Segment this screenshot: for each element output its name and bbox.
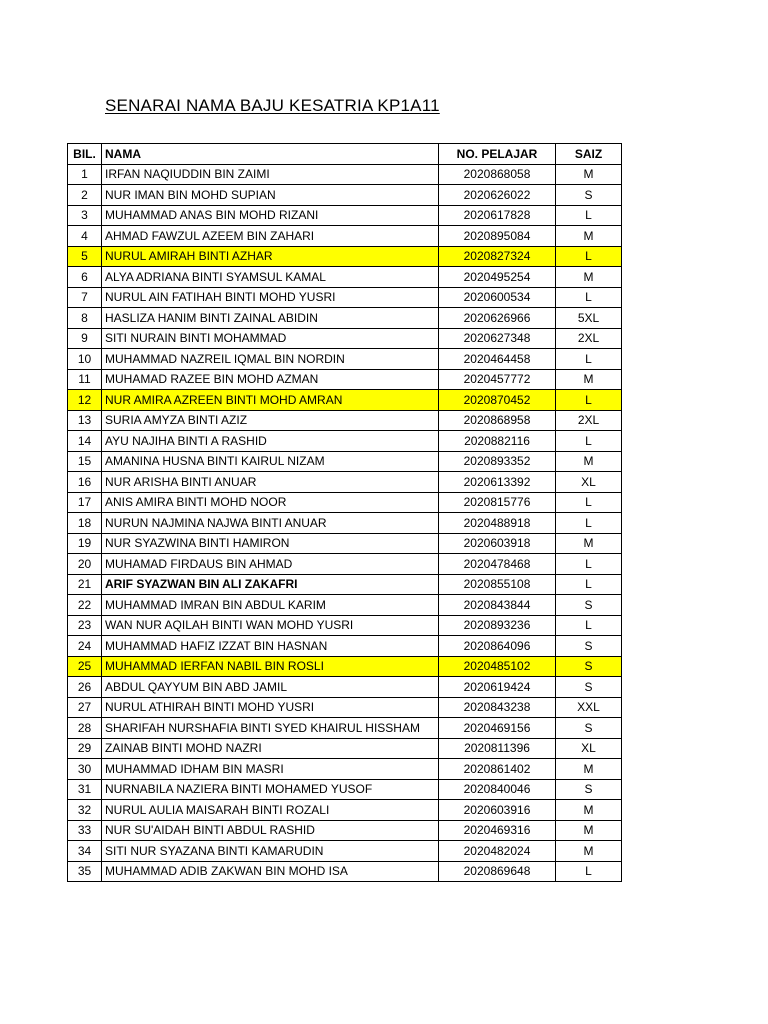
cell-saiz: S <box>556 779 622 800</box>
cell-nama: MUHAMMAD IMRAN BIN ABDUL KARIM <box>102 595 439 616</box>
cell-bil: 16 <box>68 472 102 493</box>
cell-no-pelajar: 2020485102 <box>439 656 556 677</box>
cell-saiz: 5XL <box>556 308 622 329</box>
cell-no-pelajar: 2020457772 <box>439 369 556 390</box>
cell-nama: NUR IMAN BIN MOHD SUPIAN <box>102 185 439 206</box>
table-row <box>68 287 622 308</box>
cell-no-pelajar: 2020603916 <box>439 800 556 821</box>
table-row <box>68 677 622 698</box>
cell-saiz: M <box>556 841 622 862</box>
cell-saiz: L <box>556 287 622 308</box>
cell-nama: AYU NAJIHA BINTI A RASHID <box>102 431 439 452</box>
cell-bil: 24 <box>68 636 102 657</box>
cell-bil: 17 <box>68 492 102 513</box>
cell-saiz: M <box>556 267 622 288</box>
cell-bil: 1 <box>68 164 102 185</box>
cell-saiz: S <box>556 595 622 616</box>
table-row <box>68 369 622 390</box>
cell-no-pelajar: 2020870452 <box>439 390 556 411</box>
cell-saiz: S <box>556 677 622 698</box>
cell-bil: 10 <box>68 349 102 370</box>
table-row <box>68 554 622 575</box>
cell-bil: 4 <box>68 226 102 247</box>
table-row <box>68 349 622 370</box>
cell-no-pelajar: 2020861402 <box>439 759 556 780</box>
cell-nama: NURNABILA NAZIERA BINTI MOHAMED YUSOF <box>102 779 439 800</box>
cell-bil: 14 <box>68 431 102 452</box>
cell-bil: 12 <box>68 390 102 411</box>
table-row <box>68 636 622 657</box>
cell-saiz: M <box>556 226 622 247</box>
table-row <box>68 718 622 739</box>
cell-bil: 21 <box>68 574 102 595</box>
table-row <box>68 779 622 800</box>
cell-no-pelajar: 2020617828 <box>439 205 556 226</box>
table-row <box>68 390 622 411</box>
cell-saiz: L <box>556 205 622 226</box>
cell-saiz: XL <box>556 472 622 493</box>
cell-bil: 25 <box>68 656 102 677</box>
cell-nama: AHMAD FAWZUL AZEEM BIN ZAHARI <box>102 226 439 247</box>
cell-bil: 27 <box>68 697 102 718</box>
table-row <box>68 574 622 595</box>
table-row <box>68 800 622 821</box>
cell-saiz: M <box>556 369 622 390</box>
cell-no-pelajar: 2020600534 <box>439 287 556 308</box>
cell-no-pelajar: 2020864096 <box>439 636 556 657</box>
cell-bil: 31 <box>68 779 102 800</box>
cell-bil: 11 <box>68 369 102 390</box>
cell-nama: NURUN NAJMINA NAJWA BINTI ANUAR <box>102 513 439 534</box>
cell-bil: 6 <box>68 267 102 288</box>
cell-saiz: S <box>556 718 622 739</box>
cell-nama: MUHAMMAD HAFIZ IZZAT BIN HASNAN <box>102 636 439 657</box>
header-saiz: SAIZ <box>556 144 622 165</box>
cell-nama: NUR ARISHA BINTI ANUAR <box>102 472 439 493</box>
table-row <box>68 513 622 534</box>
cell-saiz: S <box>556 636 622 657</box>
cell-nama: NURUL AULIA MAISARAH BINTI ROZALI <box>102 800 439 821</box>
cell-bil: 20 <box>68 554 102 575</box>
cell-saiz: XL <box>556 738 622 759</box>
header-bil: BIL. <box>68 144 102 165</box>
cell-nama: MUHAMMAD IERFAN NABIL BIN ROSLI <box>102 656 439 677</box>
cell-bil: 15 <box>68 451 102 472</box>
cell-nama: NUR SU'AIDAH BINTI ABDUL RASHID <box>102 820 439 841</box>
cell-saiz: L <box>556 431 622 452</box>
cell-nama: SITI NURAIN BINTI MOHAMMAD <box>102 328 439 349</box>
cell-no-pelajar: 2020811396 <box>439 738 556 759</box>
cell-nama: ALYA ADRIANA BINTI SYAMSUL KAMAL <box>102 267 439 288</box>
table-row <box>68 820 622 841</box>
cell-bil: 9 <box>68 328 102 349</box>
cell-nama: ZAINAB BINTI MOHD NAZRI <box>102 738 439 759</box>
cell-no-pelajar: 2020882116 <box>439 431 556 452</box>
cell-no-pelajar: 2020815776 <box>439 492 556 513</box>
table-row <box>68 328 622 349</box>
cell-nama: HASLIZA HANIM BINTI ZAINAL ABIDIN <box>102 308 439 329</box>
cell-no-pelajar: 2020626022 <box>439 185 556 206</box>
cell-saiz: L <box>556 492 622 513</box>
student-table <box>67 143 622 882</box>
cell-bil: 30 <box>68 759 102 780</box>
cell-saiz: L <box>556 615 622 636</box>
table-row <box>68 246 622 267</box>
cell-nama: ANIS AMIRA BINTI MOHD NOOR <box>102 492 439 513</box>
page-title: SENARAI NAMA BAJU KESATRIA KP1A11 <box>105 96 440 115</box>
table-row <box>68 472 622 493</box>
cell-saiz: L <box>556 513 622 534</box>
cell-nama: ARIF SYAZWAN BIN ALI ZAKAFRI <box>102 574 439 595</box>
cell-no-pelajar: 2020626966 <box>439 308 556 329</box>
cell-bil: 8 <box>68 308 102 329</box>
cell-no-pelajar: 2020603918 <box>439 533 556 554</box>
table-body <box>68 164 622 882</box>
cell-saiz: L <box>556 861 622 882</box>
cell-nama: MUHAMMAD NAZREIL IQMAL BIN NORDIN <box>102 349 439 370</box>
cell-no-pelajar: 2020469156 <box>439 718 556 739</box>
cell-no-pelajar: 2020869648 <box>439 861 556 882</box>
cell-bil: 5 <box>68 246 102 267</box>
cell-no-pelajar: 2020613392 <box>439 472 556 493</box>
cell-nama: AMANINA HUSNA BINTI KAIRUL NIZAM <box>102 451 439 472</box>
cell-saiz: L <box>556 574 622 595</box>
cell-no-pelajar: 2020893236 <box>439 615 556 636</box>
table-row <box>68 615 622 636</box>
cell-saiz: M <box>556 759 622 780</box>
cell-bil: 33 <box>68 820 102 841</box>
cell-bil: 35 <box>68 861 102 882</box>
cell-saiz: 2XL <box>556 410 622 431</box>
cell-nama: SURIA AMYZA BINTI AZIZ <box>102 410 439 431</box>
cell-nama: NUR AMIRA AZREEN BINTI MOHD AMRAN <box>102 390 439 411</box>
cell-no-pelajar: 2020895084 <box>439 226 556 247</box>
cell-no-pelajar: 2020827324 <box>439 246 556 267</box>
cell-no-pelajar: 2020840046 <box>439 779 556 800</box>
cell-saiz: M <box>556 820 622 841</box>
cell-bil: 22 <box>68 595 102 616</box>
cell-nama: ABDUL QAYYUM BIN ABD JAMIL <box>102 677 439 698</box>
table-row <box>68 205 622 226</box>
table-row <box>68 759 622 780</box>
table-row <box>68 451 622 472</box>
cell-saiz: M <box>556 451 622 472</box>
cell-nama: MUHAMAD RAZEE BIN MOHD AZMAN <box>102 369 439 390</box>
cell-bil: 2 <box>68 185 102 206</box>
table-row <box>68 164 622 185</box>
cell-saiz: S <box>556 185 622 206</box>
table-row <box>68 185 622 206</box>
cell-bil: 23 <box>68 615 102 636</box>
cell-nama: NURUL AMIRAH BINTI AZHAR <box>102 246 439 267</box>
header-no-pelajar: NO. PELAJAR <box>439 144 556 165</box>
cell-nama: WAN NUR AQILAH BINTI WAN MOHD YUSRI <box>102 615 439 636</box>
table-row <box>68 492 622 513</box>
cell-nama: NURUL AIN FATIHAH BINTI MOHD YUSRI <box>102 287 439 308</box>
table-row <box>68 841 622 862</box>
cell-saiz: S <box>556 656 622 677</box>
table-row <box>68 267 622 288</box>
cell-no-pelajar: 2020482024 <box>439 841 556 862</box>
table-row <box>68 431 622 452</box>
cell-no-pelajar: 2020627348 <box>439 328 556 349</box>
cell-nama: MUHAMMAD ADIB ZAKWAN BIN MOHD ISA <box>102 861 439 882</box>
cell-saiz: XXL <box>556 697 622 718</box>
cell-nama: NUR SYAZWINA BINTI HAMIRON <box>102 533 439 554</box>
cell-bil: 29 <box>68 738 102 759</box>
cell-nama: NURUL ATHIRAH BINTI MOHD YUSRI <box>102 697 439 718</box>
cell-no-pelajar: 2020855108 <box>439 574 556 595</box>
table-row <box>68 861 622 882</box>
cell-nama: SITI NUR SYAZANA BINTI KAMARUDIN <box>102 841 439 862</box>
cell-nama: MUHAMMAD ANAS BIN MOHD RIZANI <box>102 205 439 226</box>
cell-bil: 7 <box>68 287 102 308</box>
cell-no-pelajar: 2020868958 <box>439 410 556 431</box>
table-row <box>68 410 622 431</box>
table-row <box>68 308 622 329</box>
cell-bil: 34 <box>68 841 102 862</box>
cell-bil: 3 <box>68 205 102 226</box>
cell-no-pelajar: 2020893352 <box>439 451 556 472</box>
cell-no-pelajar: 2020464458 <box>439 349 556 370</box>
cell-saiz: M <box>556 800 622 821</box>
header-nama: NAMA <box>102 144 439 165</box>
table-row <box>68 738 622 759</box>
cell-bil: 13 <box>68 410 102 431</box>
table-header-row <box>68 144 622 165</box>
table-row <box>68 697 622 718</box>
table-row <box>68 656 622 677</box>
cell-saiz: L <box>556 554 622 575</box>
cell-saiz: L <box>556 349 622 370</box>
cell-saiz: M <box>556 533 622 554</box>
cell-nama: SHARIFAH NURSHAFIA BINTI SYED KHAIRUL HISSHAM <box>102 718 439 739</box>
cell-nama: IRFAN NAQIUDDIN BIN ZAIMI <box>102 164 439 185</box>
cell-no-pelajar: 2020619424 <box>439 677 556 698</box>
table-row <box>68 595 622 616</box>
cell-saiz: L <box>556 390 622 411</box>
table-row <box>68 533 622 554</box>
cell-no-pelajar: 2020495254 <box>439 267 556 288</box>
cell-saiz: L <box>556 246 622 267</box>
cell-bil: 26 <box>68 677 102 698</box>
cell-no-pelajar: 2020843844 <box>439 595 556 616</box>
cell-no-pelajar: 2020478468 <box>439 554 556 575</box>
cell-bil: 32 <box>68 800 102 821</box>
cell-bil: 28 <box>68 718 102 739</box>
table-row <box>68 226 622 247</box>
cell-bil: 18 <box>68 513 102 534</box>
cell-no-pelajar: 2020868058 <box>439 164 556 185</box>
cell-saiz: 2XL <box>556 328 622 349</box>
cell-no-pelajar: 2020843238 <box>439 697 556 718</box>
cell-bil: 19 <box>68 533 102 554</box>
cell-saiz: M <box>556 164 622 185</box>
cell-no-pelajar: 2020469316 <box>439 820 556 841</box>
cell-nama: MUHAMAD FIRDAUS BIN AHMAD <box>102 554 439 575</box>
cell-no-pelajar: 2020488918 <box>439 513 556 534</box>
cell-nama: MUHAMMAD IDHAM BIN MASRI <box>102 759 439 780</box>
